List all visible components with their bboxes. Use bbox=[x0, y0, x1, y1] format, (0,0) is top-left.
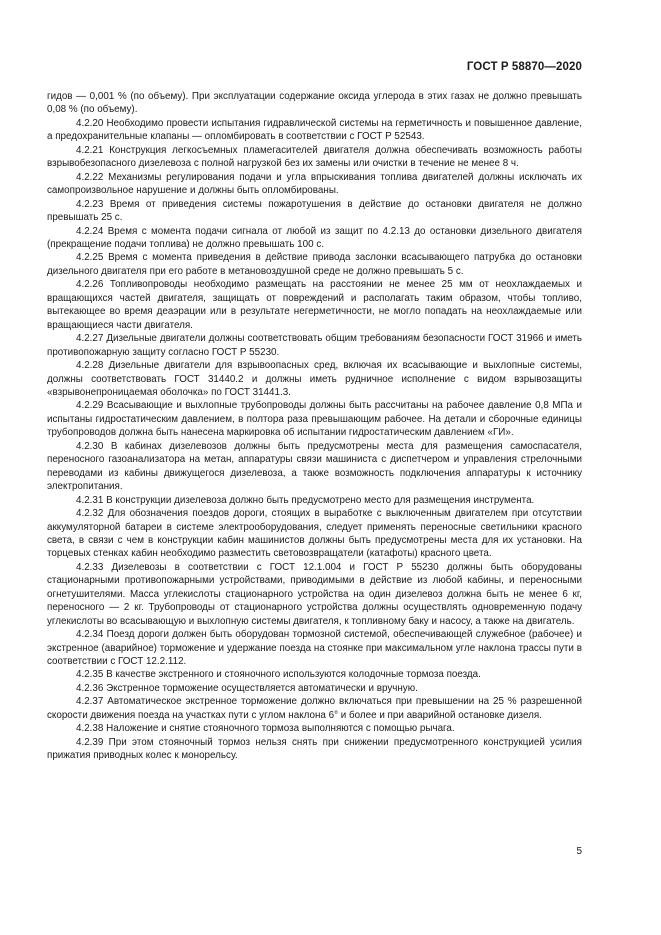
clause-4-2-26: 4.2.26 Топливопроводы необходимо размещать на расстоянии не менее 25 мм от неохлаждаемых и вращающихся частей двигателя, защищать от повреждений и располагать таким образом, чтобы топливо, вытекающее во время деаэрации или в результате негерметичности, не могло попадать на неохлаждаемые или вращающиеся части двигателя. bbox=[47, 279, 582, 331]
clause-4-2-31: 4.2.31 В конструкции дизелевоза должно быть предусмотрено место для размещения инструмента. bbox=[76, 494, 535, 506]
document-body bbox=[47, 90, 582, 763]
paragraph-continuation: гидов — 0,001 % (по объему). При эксплуатации содержание оксида углерода в этих газах не должно превышать 0,08 % (по объему). bbox=[47, 91, 582, 116]
standard-designation: ГОСТ Р 58870—2020 bbox=[466, 61, 582, 73]
clause-4-2-38: 4.2.38 Наложение и снятие стояночного тормоза выполняются с помощью рычага. bbox=[76, 723, 455, 735]
clause-4-2-20: 4.2.20 Необходимо провести испытания гидравлической системы на герметичность и повышенное давление, а предохранительные клапаны — опломбировать в соответствии с ГОСТ Р 52543. bbox=[47, 117, 582, 143]
clause-4-2-23: 4.2.23 Время от приведения системы пожаротушения в действие до остановки двигателя не должно превышать 25 с. bbox=[47, 198, 582, 224]
clause-4-2-36: 4.2.36 Экстренное торможение осуществляется автоматически и вручную. bbox=[76, 682, 418, 694]
clause-4-2-33: 4.2.33 Дизелевозы в соответствии с ГОСТ 12.1.004 и ГОСТ Р 55230 должны быть оборудованы стационарными противопожарными устройствами, приводимыми в действие из любой кабины, и переносными огнетушителями. Масса углекислоты стационарного устройства на один дизелевоз должна быть не менее 6 кг, переносного — 2 кг. Трубопроводы от стационарного устройства должны осуществлять одновременную подачу углекислоты во всасывающую и выхлопную системы двигателя, к топливному баку и насосу, а также на двигатель. bbox=[47, 561, 582, 627]
clause-4-2-25: 4.2.25 Время с момента приведения в действие привода заслонки всасывающего патрубка до остановки дизельного двигателя при его работе в метановоздушной среде не должно превышать 5 с. bbox=[47, 252, 582, 277]
clause-4-2-30: 4.2.30 В кабинах дизелевозов должны быть предусмотрены места для размещения самоспасателя, переносного газоанализатора на метан, аппаратуры связи машиниста с диспетчером и управления стрелочными переводами из кабины движущегося дизелевоза, а также возможность подключения аппаратуры к источнику электропитания. bbox=[47, 440, 582, 493]
clause-4-2-24: 4.2.24 Время с момента подачи сигнала от любой из защит по 4.2.13 до остановки дизельного двигателя (прекращение подачи топлива) не должно превышать 100 с. bbox=[47, 225, 582, 250]
clause-4-2-37: 4.2.37 Автоматическое экстренное торможение должно включаться при превышении на 25 % разрешенной скорости движения поезда на участках пути с углом наклона 6° и более и при аварийной остановке дизеля. bbox=[47, 696, 582, 721]
clause-4-2-21: 4.2.21 Конструкция легкосъемных пламегасителей двигателя должна обеспечивать возможность работы взрывобезопасного дизелевоза с полной нагрузкой без их замены или очистки в течение не менее 8 ч. bbox=[47, 144, 582, 170]
clause-4-2-32: 4.2.32 Для обозначения поездов дороги, стоящих в выработке с выключенным двигателем при отсутствии аккумуляторной батареи в системе электрооборудования, следует применять переносные светильники красного света, в связи с чем в конструкции кабин машинистов должны быть предусмотрены места для их установки. На торцевых стенках кабин необходимо разместить световозвращатели (катафоты) красного цвета. bbox=[47, 508, 582, 560]
clause-4-2-28: 4.2.28 Дизельные двигатели для взрывоопасных сред, включая их всасывающие и выхлопные системы, должны соответствовать ГОСТ 31440.2 и должны иметь рудничное исполнение с видом взрывозащиты «взрывонепроницаемая оболочка» по ГОСТ 31441.3. bbox=[47, 360, 582, 398]
page-number: 5 bbox=[576, 846, 582, 857]
clause-4-2-29: 4.2.29 Всасывающие и выхлопные трубопроводы должны быть рассчитаны на рабочее давление 0,8 МПа и испытаны гидростатическим давлением, в полтора раза превышающим рабочее. На детали и сборочные единицы трубопроводов должна быть нанесена маркировка об испытании гидростатическим давлением «ГИ». bbox=[47, 400, 582, 439]
clause-4-2-39: 4.2.39 При этом стояночный тормоз нельзя снять при снижении предусмотренного конструкцией усилия прижатия приводных колес к монорельсу. bbox=[47, 736, 582, 762]
clause-4-2-22: 4.2.22 Механизмы регулирования подачи и угла впрыскивания топлива двигателей должны исключать их самопроизвольное нарушение и должны быть опломбированы. bbox=[47, 171, 582, 197]
clause-4-2-34: 4.2.34 Поезд дороги должен быть оборудован тормозной системой, обеспечивающей служебное (рабочее) и экстренное (аварийное) торможение и удержание поезда на стоянке при максимальном угле наклона трассы пути в соответствии с ГОСТ 12.2.112. bbox=[47, 629, 582, 668]
clause-4-2-35: 4.2.35 В качестве экстренного и стояночного используются колодочные тормоза поезда. bbox=[76, 669, 481, 681]
clause-4-2-27: 4.2.27 Дизельные двигатели должны соответствовать общим требованиям безопасности ГОСТ 31966 и иметь противопожарную защиту согласно ГОСТ Р 55230. bbox=[47, 333, 582, 358]
